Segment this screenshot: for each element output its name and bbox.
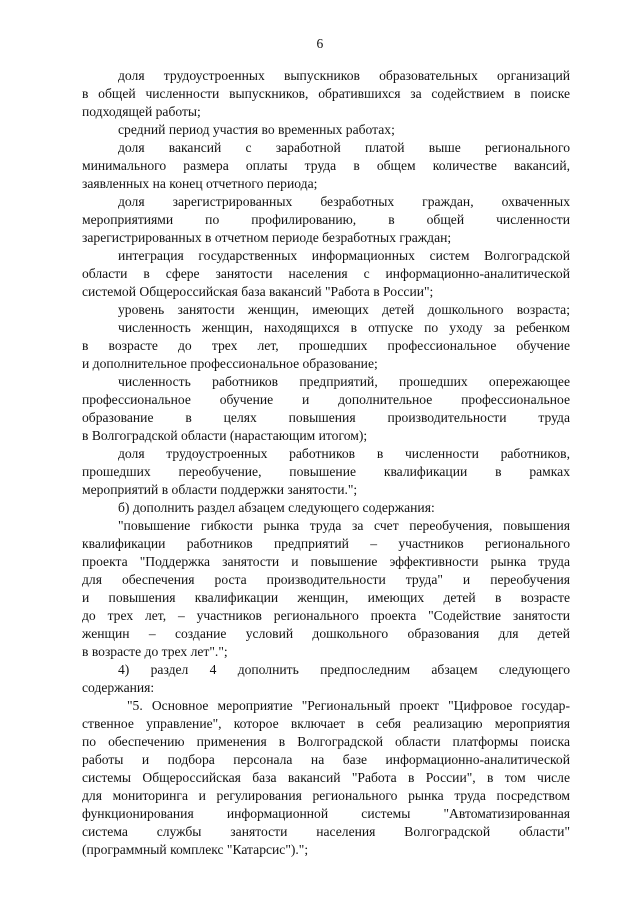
text-line: подходящей работы; [82,104,201,119]
text-line: функционирования информационной системы "Автоматизированная [82,806,570,821]
text-line: женщин – создание условий дошкольного образования для детей [82,626,570,641]
text-line: "5. Основное мероприятие "Региональный проект "Цифровое государ- [127,698,570,713]
text-line: прошедших переобучение, повышение квалификации в рамках [82,464,570,479]
text-line: в возрасте до трех лет"."; [82,644,228,659]
text-line: содержания: [82,680,155,695]
text-line: численность работников предприятий, прошедших опережающее [118,374,570,389]
text-line: численность женщин, находящихся в отпуске по уходу за ребенком [118,320,570,335]
text-line: система службы занятости населения Волгоградской области" [82,824,570,839]
page-number: 6 [316,36,324,51]
text-line: профессиональное обучение и дополнительное профессиональное [82,392,570,407]
text-line: системой Общероссийская база вакансий "Работа в России"; [82,284,434,299]
text-line: 4) раздел 4 дополнить предпоследним абзацем следующего [118,662,570,677]
text-line: для обеспечения роста производительности труда" и переобучения [82,572,570,587]
text-line: доля трудоустроенных выпускников образовательных организаций [118,68,570,83]
text-line: доля вакансий с заработной платой выше регионального [118,140,570,155]
text-line: и повышения квалификации женщин, имеющих детей в возрасте [82,590,570,605]
text-line: доля трудоустроенных работников в численности работников, [118,446,570,461]
text-line: проекта "Поддержка занятости и повышение эффективности рынка труда [82,554,570,569]
text-line: б) дополнить раздел абзацем следующего содержания: [118,500,435,515]
text-line: образование в целях повышения производительности труда [82,410,570,425]
text-line: работы и подбора персонала на базе информационно-аналитической [82,752,570,767]
text-line: в Волгоградской области (нарастающим итогом); [82,428,368,443]
text-line: в возрасте до трех лет, прошедших профессиональное обучение [82,338,570,353]
text-line: минимального размера оплаты труда в общем количестве вакансий, [82,158,570,173]
text-line: и дополнительное профессиональное образование; [82,356,378,371]
text-line: зарегистрированных в отчетном периоде безработных граждан; [82,230,452,245]
text-line: доля зарегистрированных безработных граждан, охваченных [118,194,570,209]
text-line: средний период участия во временных работах; [118,122,395,137]
text-line: области в сфере занятости населения с информационно-аналитической [82,266,570,281]
text-line: системы Общероссийская база вакансий "Работа в России", в том числе [82,770,570,785]
text-line: заявленных на конец отчетного периода; [82,176,318,191]
text-line: для мониторинга и регулирования регионального рынка труда посредством [82,788,570,803]
text-line: мероприятий в области поддержки занятости."; [82,482,358,497]
text-line: по обеспечению применения в Волгоградской области платформы поиска [82,734,570,749]
text-line: мероприятиями по профилированию, в общей численности [82,212,570,227]
text-line: до трех лет, – участников регионального проекта "Содействие занятости [82,608,570,623]
text-line: квалификации работников предприятий – участников регионального [82,536,570,551]
text-line: в общей численности выпускников, обратившихся за содействием в поиске [82,86,570,101]
text-line: интеграция государственных информационных систем Волгоградской [118,248,570,263]
text-line: уровень занятости женщин, имеющих детей дошкольного возраста; [118,302,570,317]
text-line: (программный комплекс "Катарсис")."; [82,842,309,857]
text-line: "повышение гибкости рынка труда за счет переобучения, повышения [118,518,570,533]
text-line: ственное управление", которое включает в себя реализацию мероприятия [82,716,570,731]
